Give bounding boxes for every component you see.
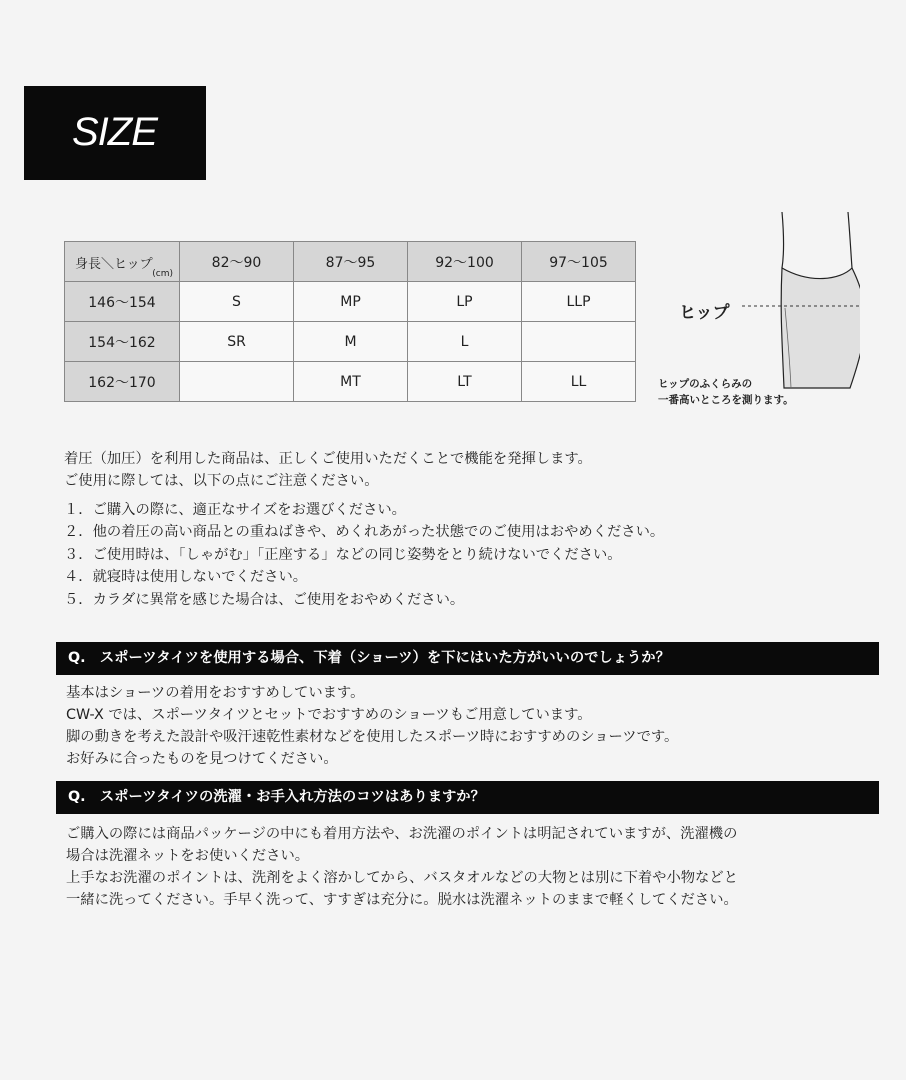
size-cell: LL xyxy=(522,362,636,402)
faq-answer xyxy=(66,823,738,911)
size-cell: L xyxy=(408,322,522,362)
note-line: ヒップのふくらみの xyxy=(658,378,753,390)
height-row-header: 146〜154 xyxy=(65,282,180,322)
size-cell: M xyxy=(294,322,408,362)
table-corner-cell xyxy=(65,242,180,282)
tights-silhouette xyxy=(782,212,854,279)
size-heading: SIZE xyxy=(72,110,157,154)
hip-measurement-note xyxy=(658,376,794,408)
hip-column-header: 82〜90 xyxy=(180,242,294,282)
intro-line: 着圧（加圧）を利用した商品は、正しくご使用いただくことで機能を発揮します。 xyxy=(64,451,592,467)
faq-question-bar: Q. スポーツタイツを使用する場合、下着（ショーツ）を下にはいた方がいいのでしょうか？ xyxy=(56,642,879,675)
list-item: ５．カラダに異常を感じた場合は、ご使用をおやめください。 xyxy=(64,591,465,608)
answer-line: 基本はショーツの着用をおすすめしています。 xyxy=(66,685,365,701)
intro-line: ご使用に際しては、以下の点にご注意ください。 xyxy=(64,473,379,489)
faq-answer xyxy=(66,682,678,770)
hip-label: ヒップ xyxy=(679,303,730,323)
size-cell: LLP xyxy=(522,282,636,322)
size-cell: SR xyxy=(180,322,294,362)
corner-unit: (cm) xyxy=(152,269,173,279)
list-item: ３．ご使用時は、「しゃがむ」「正座する」などの同じ姿勢をとり続けないでください。 xyxy=(64,546,622,563)
answer-line: CW-X では、スポーツタイツとセットでおすすめのショーツもご用意しています。 xyxy=(66,707,592,723)
faq-question-bar: Q. スポーツタイツの洗濯・お手入れ方法のコツはありますか？ xyxy=(56,781,879,814)
size-heading-block xyxy=(24,86,206,180)
note-line: 一番高いところを測ります。 xyxy=(658,394,794,406)
height-row-header: 162〜170 xyxy=(65,362,180,402)
answer-line: 上手なお洗濯のポイントは、洗剤をよく溶かしてから、バスタオルなどの大物とは別に下着や小物などと xyxy=(66,870,738,886)
answer-line: ご購入の際には商品パッケージの中にも着用方法や、お洗濯のポイントは明記されていますが、洗濯機の xyxy=(66,826,738,842)
answer-line: 脚の動きを考えた設計や吸汗速乾性素材などを使用したスポーツ時におすすめのショーツです。 xyxy=(66,729,679,745)
height-row-header: 154〜162 xyxy=(65,322,180,362)
table-row xyxy=(65,322,636,362)
size-cell: LP xyxy=(408,282,522,322)
list-item: １．ご購入の際に、適正なサイズをお選びください。 xyxy=(64,502,406,518)
hip-column-header: 97〜105 xyxy=(522,242,636,282)
size-cell: LT xyxy=(408,362,522,402)
size-cell xyxy=(522,322,636,362)
list-item: ４．就寝時は使用しないでください。 xyxy=(64,569,308,586)
size-cell: MP xyxy=(294,282,408,322)
table-header-row xyxy=(65,242,636,282)
list-item: ２．他の着圧の高い商品との重ねばきや、めくれあがった状態でのご使用はおやめください。 xyxy=(64,524,665,541)
table-row xyxy=(65,362,636,402)
size-cell: S xyxy=(180,282,294,322)
corner-label: 身長＼ヒップ xyxy=(75,257,153,272)
answer-line: 一緒に洗ってください。手早く洗って、すすぎは充分に。脱水は洗濯ネットのままで軽くしてください。 xyxy=(66,892,738,908)
table-row xyxy=(65,282,636,322)
intro-notes xyxy=(64,448,592,492)
size-cell xyxy=(180,362,294,402)
hip-column-header: 87〜95 xyxy=(294,242,408,282)
usage-rules-list xyxy=(64,499,664,611)
hip-column-header: 92〜100 xyxy=(408,242,522,282)
size-cell: MT xyxy=(294,362,408,402)
size-chart-table xyxy=(64,241,636,402)
answer-line: 場合は洗濯ネットをお使いください。 xyxy=(66,848,310,864)
answer-line: お好みに合ったものを見つけてください。 xyxy=(66,751,338,767)
